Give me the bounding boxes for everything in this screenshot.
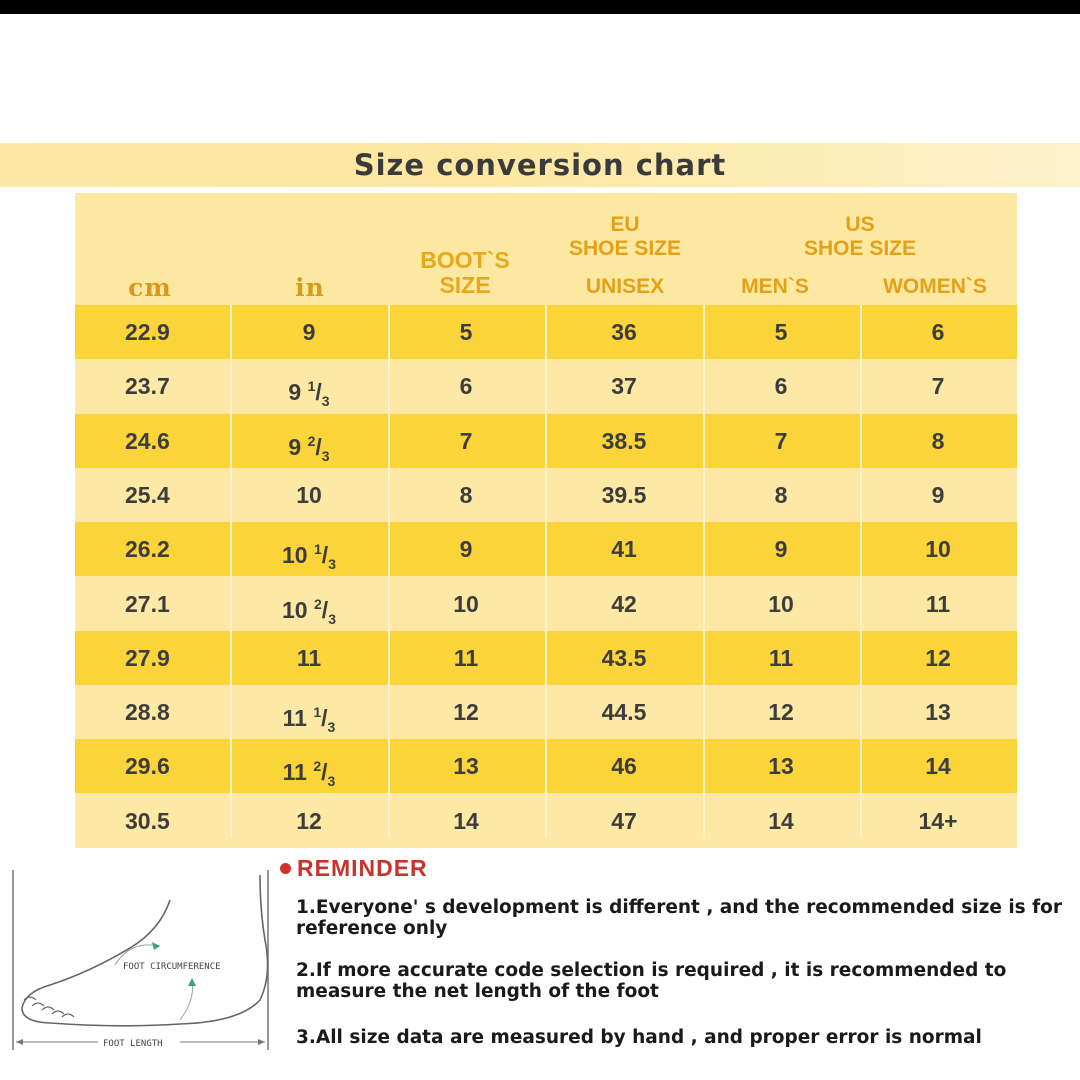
cell-in: 11 $^1/_3$ [282, 704, 336, 736]
cell-cm: 23.7 [125, 373, 170, 400]
cell-cm: 30.5 [125, 807, 170, 834]
cell-women: 13 [925, 699, 951, 726]
cell-boot: 12 [453, 699, 479, 726]
cell-cm: 28.8 [125, 699, 170, 726]
cell-women: 14+ [918, 807, 958, 834]
cell-boot: 10 [453, 590, 479, 617]
cell-eu: 41 [611, 536, 637, 563]
cell-eu: 39.5 [601, 481, 647, 508]
cell-women: 8 [931, 427, 945, 454]
cell-boot: 7 [459, 427, 473, 454]
cell-boot: 14 [453, 807, 479, 834]
cell-in: 11 [296, 644, 322, 671]
reminder-heading: REMINDER [280, 855, 428, 882]
cell-cm: 26.2 [125, 536, 170, 563]
cell-eu: 37 [611, 373, 637, 400]
header-boot-size: BOOT`S SIZE [420, 247, 510, 298]
reminder-item-3: 3.All size data are measured by hand , and proper error is normal [296, 1027, 982, 1048]
cell-in: 10 [296, 481, 322, 508]
top-black-bar [0, 0, 1080, 14]
cell-in: 10 $^2/_3$ [282, 595, 336, 627]
foot-outline-icon [10, 870, 272, 1055]
cell-cm: 29.6 [125, 753, 170, 780]
cell-eu: 43.5 [601, 644, 647, 671]
cell-eu: 36 [611, 319, 637, 345]
cell-men: 5 [774, 319, 788, 345]
cell-in: 11 $^2/_3$ [282, 758, 336, 790]
cell-men: 10 [768, 590, 794, 617]
cell-cm: 27.9 [125, 644, 170, 671]
cell-men: 13 [768, 753, 794, 780]
cell-men: 8 [774, 481, 788, 508]
cell-in: 9 [302, 319, 316, 345]
cell-men: 9 [774, 536, 788, 563]
cell-women: 12 [925, 644, 951, 671]
cell-men: 14 [768, 807, 794, 834]
foot-circumference-label: FOOT CIRCUMFERENCE [123, 962, 221, 972]
foot-length-label: FOOT LENGTH [103, 1039, 163, 1049]
header-eu-shoe-size: EU SHOE SIZE [568, 213, 682, 260]
header-cm: cm [128, 273, 172, 302]
cell-eu: 44.5 [601, 699, 647, 726]
cell-cm: 27.1 [125, 590, 170, 617]
cell-men: 11 [768, 644, 794, 671]
header-eu-unisex: UNISEX [585, 275, 665, 298]
foot-measurement-diagram [10, 870, 272, 1055]
cell-women: 14 [925, 753, 951, 780]
cell-women: 10 [925, 536, 951, 563]
cell-men: 7 [774, 427, 788, 454]
cell-boot: 13 [453, 753, 479, 780]
cell-eu: 46 [611, 753, 637, 780]
cell-in: 10 $^1/_3$ [282, 541, 336, 573]
cell-in: 9 $^1/_3$ [288, 378, 330, 410]
cell-women: 9 [931, 481, 945, 508]
cell-boot: 5 [459, 319, 473, 345]
cell-in: 12 [296, 807, 322, 834]
cell-in: 9 $^2/_3$ [288, 432, 330, 464]
cell-cm: 25.4 [125, 481, 170, 508]
cell-eu: 47 [611, 807, 637, 834]
cell-cm: 22.9 [125, 319, 170, 345]
header-us-womens: WOMEN`S [883, 275, 987, 298]
cell-boot: 11 [453, 644, 479, 671]
header-in: in [295, 273, 325, 302]
reminder-item-1: 1.Everyone' s development is different , and the recommended size is for reference only [296, 897, 1062, 939]
size-table [75, 193, 1017, 838]
cell-cm: 24.6 [125, 427, 170, 454]
cell-eu: 42 [611, 590, 637, 617]
cell-women: 7 [931, 373, 945, 400]
reminder-item-2: 2.If more accurate code selection is required , it is recommended to measure the net length of the foot [296, 960, 1007, 1002]
cell-boot: 8 [459, 481, 473, 508]
cell-men: 12 [768, 699, 794, 726]
chart-title: Size conversion chart [353, 148, 727, 182]
red-dot-icon [280, 863, 291, 874]
cell-boot: 9 [459, 536, 473, 563]
header-us-shoe-size: US SHOE SIZE [803, 213, 917, 260]
header-us-mens: MEN`S [741, 275, 809, 298]
cell-boot: 6 [459, 373, 473, 400]
cell-men: 6 [774, 373, 788, 400]
cell-eu: 38.5 [601, 427, 647, 454]
cell-women: 6 [931, 319, 945, 345]
cell-women: 11 [925, 590, 951, 617]
